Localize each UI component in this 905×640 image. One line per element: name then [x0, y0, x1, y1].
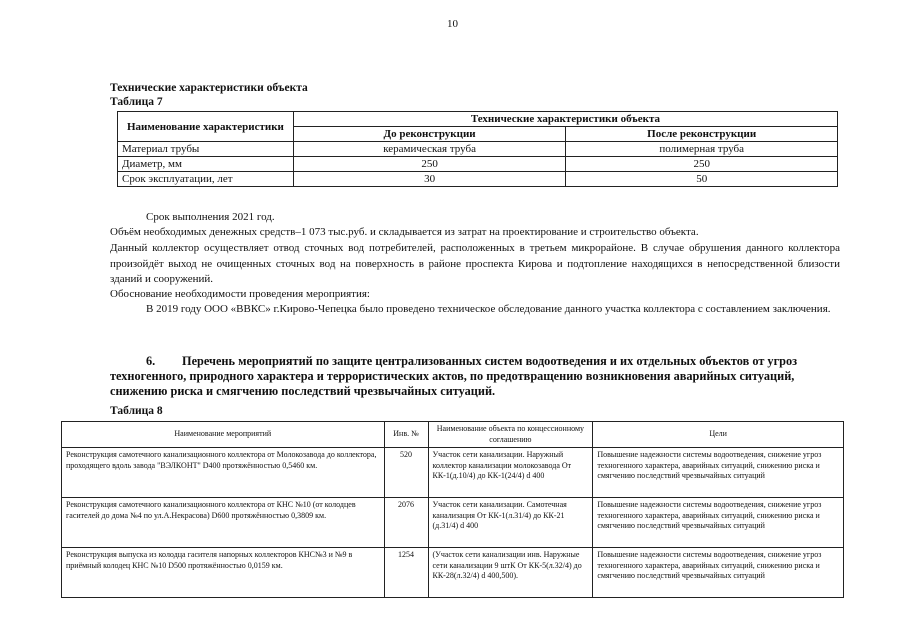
table8-header-inv: Инв. №: [384, 422, 428, 448]
table-row: [62, 448, 844, 498]
table7-group-header: Технические характеристики объекта: [293, 112, 837, 127]
table-row: [118, 172, 838, 187]
table-7: [117, 111, 838, 187]
section-6-number: 6.: [146, 354, 156, 368]
table-8: [61, 421, 844, 598]
table7-cell-after: полимерная труба: [566, 142, 838, 157]
table7-cell-name: Срок эксплуатации, лет: [118, 172, 294, 187]
table7-cell-name: Диаметр, мм: [118, 157, 294, 172]
table-row: [118, 142, 838, 157]
section-heading: Технические характеристики объекта: [110, 82, 308, 94]
table8-cell-goals: Повышение надежности системы водоотведения, снижение угроз техногенного характера, аварийных ситуаций, снижению риска и смягчению последствий чрезвычайных ситуаций: [593, 448, 844, 498]
table7-cell-before: 250: [293, 157, 566, 172]
table8-cell-goals: Повышение надежности системы водоотведения, снижение угроз техногенного характера, аварийных ситуаций, снижению риска и смягчению последствий чрезвычайных ситуаций: [593, 498, 844, 548]
table8-caption: Таблица 8: [110, 405, 163, 417]
table8-cell-object: Участок сети канализации. Самотечная канализация От КК-1(л.31/4) до КК-21 (д.31/4) d 400: [428, 498, 593, 548]
table7-cell-name: Материал трубы: [118, 142, 294, 157]
table8-cell-name: Реконструкция самотечного канализационного коллектора от Молокозавода до коллектора, проходящего вдоль завода "ВЭЛКОНТ" D400 протяжённостью 0,5460 км.: [62, 448, 385, 498]
table7-cell-before: керамическая труба: [293, 142, 566, 157]
table8-cell-goals: Повышение надежности системы водоотведения, снижение угроз техногенного характера, аварийных ситуаций, снижению риска и смягчению последствий чрезвычайных ситуаций: [593, 548, 844, 598]
paragraph-justification-label: Обоснование необходимости проведения мероприятия:: [110, 288, 370, 300]
page-number: 10: [447, 18, 458, 30]
table-row: [62, 548, 844, 598]
table-row: [118, 157, 838, 172]
table8-cell-inv: 1254: [384, 548, 428, 598]
table8-header-object: Наименование объекта по концессионному соглашению: [428, 422, 593, 448]
table8-cell-inv: 520: [384, 448, 428, 498]
paragraph-funds: Объём необходимых денежных средств–1 073 тыс.руб. и складывается из затрат на проектирование и строительство объекта.: [110, 226, 699, 238]
section-6-title: Перечень мероприятий по защите централизованных систем водоотведения и их отдельных объектов от угроз техногенного, природного характера и террористических актов, по предотвращению возникновения аварийных ситуаций, снижению риска и смягчению последствий чрезвычайных ситуаций.: [110, 354, 798, 398]
table7-cell-after: 50: [566, 172, 838, 187]
table-row: [62, 498, 844, 548]
table7-name-header: Наименование характеристики: [118, 112, 294, 142]
table8-header-goals: Цели: [593, 422, 844, 448]
section-6-heading: [110, 354, 830, 399]
table7-after-header: После реконструкции: [566, 127, 838, 142]
table7-before-header: До реконструкции: [293, 127, 566, 142]
table7-cell-before: 30: [293, 172, 566, 187]
paragraph-collector: Данный коллектор осуществляет отвод сточных вод потребителей, расположенных в третьем микрорайоне. В случае обрушения данного коллектора произойдёт выход не очищенных сточных вод на поверхность в районе проспекта Кирова и подтопление находящихся в непосредственной близости зданий и сооружений.: [110, 242, 840, 285]
paragraph-deadline: Срок выполнения 2021 год.: [146, 211, 275, 223]
table8-cell-object: (Участок сети канализации инв. Наружные сети канализации 9 штК От КК-5(л.32/4) до КК-28(л.32/4) d 400,500).: [428, 548, 593, 598]
table8-cell-inv: 2076: [384, 498, 428, 548]
table8-header-name: Наименование мероприятий: [62, 422, 385, 448]
table8-cell-name: Реконструкция самотечного канализационного коллектора от КНС №10 (от колодцев гасителей до дома №4 по ул.А.Некрасова) D600 протяжённостью 0,3809 км.: [62, 498, 385, 548]
table7-cell-after: 250: [566, 157, 838, 172]
table7-caption: Таблица 7: [110, 96, 163, 108]
table8-cell-object: Участок сети канализации. Наружный коллектор канализации молокозавода От КК-1(д.10/4) до КК-1(24/4) d 400: [428, 448, 593, 498]
paragraph-inspection: В 2019 году ООО «ВВКС» г.Кирово-Чепецка было проведено техническое обследование данного участка коллектора с составлением заключения.: [146, 303, 831, 315]
table8-cell-name: Реконструкция выпуска из колодца гасителя напорных коллекторов КНС№3 и №9 в приёмный колодец КНС №10 D500 протяжённостью 0,0159 км.: [62, 548, 385, 598]
